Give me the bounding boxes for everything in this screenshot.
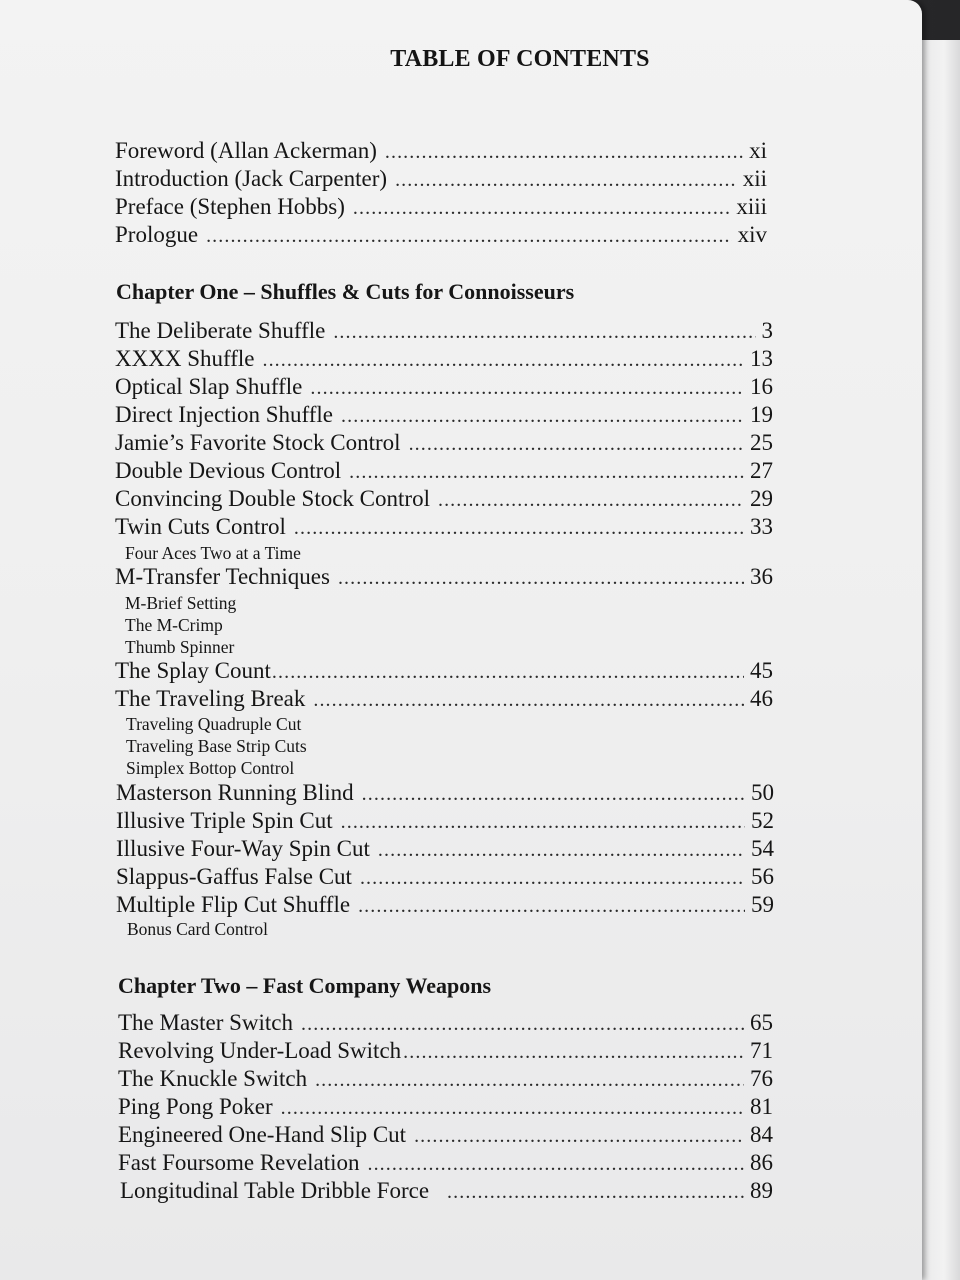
entry-page: xiii [736,194,767,219]
chapter-heading: Chapter Two – Fast Company Weapons [118,973,492,998]
toc-entry [118,1037,773,1065]
dot-leader [338,564,744,592]
entry-title: XXXX Shuffle [115,346,255,371]
dot-leader [447,1178,744,1206]
toc-entry [115,457,773,485]
dot-leader [315,1066,744,1094]
dot-leader [294,514,744,542]
dot-leader [378,836,745,864]
entry-title: The Splay Count [115,658,271,683]
entry-page: 19 [750,402,773,427]
dot-leader [367,1150,744,1178]
toc-entry [118,1093,773,1121]
dot-leader [409,430,744,458]
dot-leader [395,166,737,194]
toc-subentry: Four Aces Two at a Time [125,543,301,563]
entry-page: 71 [750,1038,773,1063]
entry-page: 89 [750,1178,773,1203]
toc-entry [115,137,767,165]
toc-entry [118,1009,773,1037]
dot-leader [403,1038,744,1066]
dot-leader [272,658,744,686]
toc-entry [115,485,773,513]
entry-title: Longitudinal Table Dribble Force [120,1178,430,1203]
toc-entry [115,401,773,429]
toc-entry [115,563,773,591]
entry-title: Direct Injection Shuffle [115,402,334,427]
toc-entry [118,1065,773,1093]
entry-title: Ping Pong Poker [118,1094,273,1119]
toc-entry [115,657,773,685]
next-page-edge [920,40,960,1280]
entry-page: 36 [750,564,773,589]
entry-page: 50 [751,780,774,805]
entry-page: 13 [750,346,773,371]
dot-leader [341,808,745,836]
toc-entry [115,685,773,713]
entry-title: Foreword (Allan Ackerman) [115,138,377,163]
entry-page: 52 [751,808,774,833]
entry-page: 59 [751,892,774,917]
entry-title: Prologue [115,222,199,247]
entry-title: Slappus-Gaffus False Cut [116,864,352,889]
entry-title: Preface (Stephen Hobbs) [115,194,345,219]
toc-entry [116,779,774,807]
dot-leader [358,892,745,920]
toc-entry [115,373,773,401]
entry-title: Multiple Flip Cut Shuffle [116,892,351,917]
toc-entry [116,863,774,891]
entry-title: Jamie’s Favorite Stock Control [115,430,401,455]
dot-leader [349,458,744,486]
entry-title: Twin Cuts Control [115,514,286,539]
dot-leader [360,864,745,892]
toc-subentry: Bonus Card Control [127,919,268,939]
entry-title: Convincing Double Stock Control [115,486,430,511]
dot-leader [353,194,730,222]
entry-title: Illusive Four-Way Spin Cut [116,836,370,861]
dot-leader [333,318,755,346]
entry-page: 84 [750,1122,773,1147]
entry-title: The Knuckle Switch [118,1066,308,1091]
entry-title: Illusive Triple Spin Cut [116,808,333,833]
dot-leader [341,402,744,430]
dot-leader [206,222,732,250]
entry-page: 3 [761,318,773,343]
entry-page: 46 [750,686,773,711]
toc-subentry: The M-Crimp [125,615,223,635]
dot-leader [310,374,744,402]
dot-leader [262,346,744,374]
dot-leader [281,1094,744,1122]
toc-entry [116,807,774,835]
toc-entry [115,221,767,249]
dot-leader [313,686,744,714]
toc-entry [115,345,773,373]
entry-page: 25 [750,430,773,455]
dot-leader [362,780,745,808]
entry-title: The Traveling Break [115,686,306,711]
entry-page: 29 [750,486,773,511]
toc-entry [118,1149,773,1177]
dot-leader [385,138,743,166]
dot-leader [414,1122,744,1150]
entry-title: Fast Foursome Revelation [118,1150,360,1175]
toc-entry [115,513,773,541]
toc-entry [116,891,774,919]
entry-page: 76 [750,1066,773,1091]
entry-title: Introduction (Jack Carpenter) [115,166,388,191]
toc-subentry: Traveling Base Strip Cuts [126,736,307,756]
toc-entry [115,165,767,193]
entry-page: 54 [751,836,774,861]
toc-subentry: Thumb Spinner [125,637,235,657]
toc-subentry: Traveling Quadruple Cut [126,714,302,734]
entry-title: Masterson Running Blind [116,780,354,805]
entry-title: The Deliberate Shuffle [115,318,326,343]
entry-page: xi [749,138,767,163]
toc-entry [118,1121,773,1149]
entry-page: xii [742,166,767,191]
entry-title: Revolving Under-Load Switch [118,1038,402,1063]
entry-title: Double Devious Control [115,458,342,483]
toc-entry [116,835,774,863]
entry-title: Optical Slap Shuffle [115,374,303,399]
entry-title: The Master Switch [118,1010,294,1035]
toc-subentry: Simplex Bottop Control [126,758,295,778]
entry-page: 33 [750,514,773,539]
entry-page: xiv [737,222,767,247]
entry-page: 65 [750,1010,773,1035]
toc-entry [115,317,773,345]
dot-leader [438,486,744,514]
toc-entry [115,429,773,457]
entry-page: 56 [751,864,774,889]
toc-entry [115,193,767,221]
entry-page: 16 [750,374,773,399]
entry-page: 45 [750,658,773,683]
toc-entry [120,1177,773,1205]
entry-title: M-Transfer Techniques [115,564,330,589]
chapter-heading: Chapter One – Shuffles & Cuts for Connoisseurs [116,279,575,304]
page-title: TABLE OF CONTENTS [390,46,650,72]
entry-page: 86 [750,1150,773,1175]
entry-title: Engineered One-Hand Slip Cut [118,1122,407,1147]
toc-subentry: M-Brief Setting [125,593,237,613]
entry-page: 27 [750,458,773,483]
entry-page: 81 [750,1094,773,1119]
dot-leader [301,1010,744,1038]
